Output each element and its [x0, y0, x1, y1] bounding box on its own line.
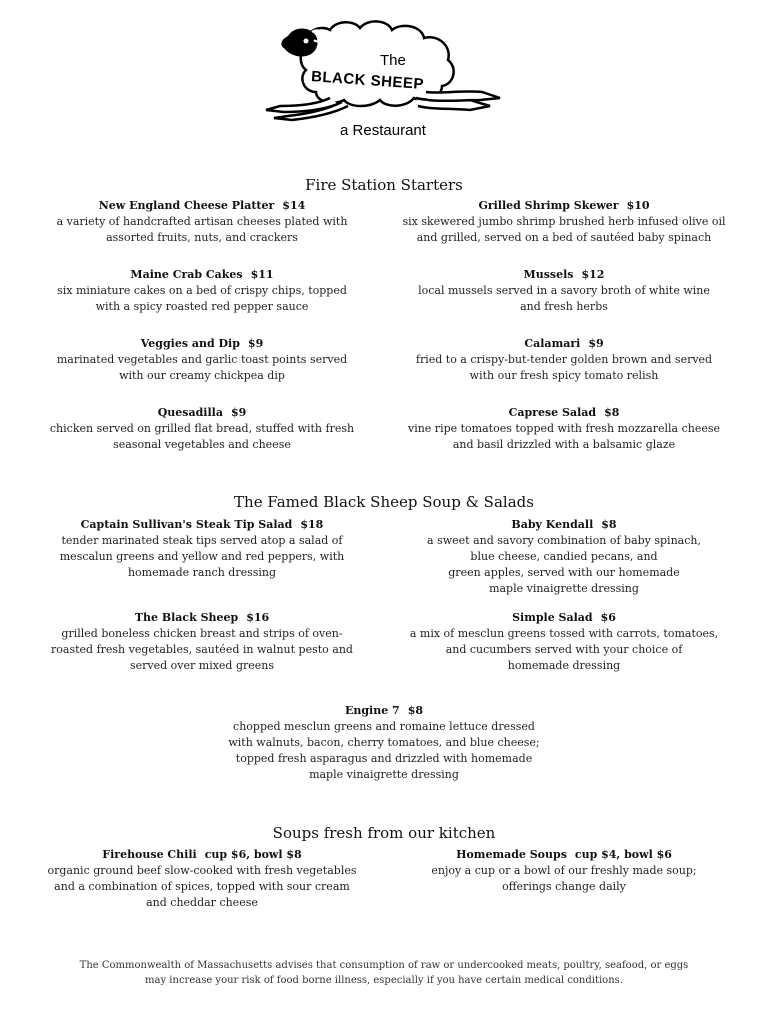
- item-description: enjoy a cup or a bowl of our freshly made soup; offerings change daily: [431, 864, 697, 893]
- item-description: vine ripe tomatoes topped with fresh mozzarella cheese and basil drizzled with a balsamic glaze: [407, 422, 721, 451]
- item-description: six miniature cakes on a bed of crispy chips, topped with a spicy roasted red pepper sauce: [57, 284, 347, 313]
- item-description: marinated vegetables and garlic toast points served with our creamy chickpea dip: [56, 353, 348, 382]
- menu-item: [214, 703, 554, 783]
- item-description: six skewered jumbo shrimp brushed herb infused olive oil and grilled, served on a bed of sautéed baby spinach: [402, 215, 726, 244]
- item-name: New England Cheese Platter: [98, 199, 275, 212]
- item-description: grilled boneless chicken breast and strips of oven- roasted fresh vegetables, sautéed in walnut pesto and served over mixed greens: [51, 627, 353, 672]
- item-name: Simple Salad: [512, 611, 593, 624]
- restaurant-logo: [258, 14, 508, 144]
- item-description: organic ground beef slow-cooked with fresh vegetables and a combination of spices, topped with sour cream and cheddar cheese: [47, 864, 357, 909]
- menu-item: [394, 610, 734, 674]
- item-name: Homemade Soups: [456, 848, 567, 861]
- item-description: a sweet and savory combination of baby spinach, blue cheese, candied pecans, and green apples, served with our homemade maple vinaigrette dressing: [427, 534, 701, 595]
- item-price: $9: [588, 337, 604, 350]
- logo-subtitle: a Restaurant: [340, 122, 426, 139]
- logo-the: The: [380, 52, 406, 69]
- item-name: Calamari: [524, 337, 581, 350]
- item-name: Firehouse Chili: [102, 848, 197, 861]
- section-title-salads: The Famed Black Sheep Soup & Salads: [234, 493, 534, 511]
- item-name: Mussels: [523, 268, 574, 281]
- item-description: local mussels served in a savory broth of white wine and fresh herbs: [418, 284, 710, 313]
- item-price: $10: [626, 199, 650, 212]
- item-price: cup $6, bowl $8: [204, 848, 302, 861]
- item-description: tender marinated steak tips served atop a salad of mescalun greens and yellow and red peppers, with homemade ranch dressing: [59, 534, 345, 579]
- item-price: $8: [601, 518, 617, 531]
- item-price: $9: [247, 337, 264, 350]
- menu-item: [32, 198, 372, 246]
- item-name: Baby Kendall: [511, 518, 594, 531]
- menu-item: [394, 267, 734, 315]
- item-description: a mix of mesclun greens tossed with carrots, tomatoes, and cucumbers served with your choice of homemade dressing: [409, 627, 719, 672]
- item-price: cup $4, bowl $6: [574, 848, 672, 861]
- item-description: fried to a crispy-but-tender golden brown and served with our fresh spicy tomato relish: [415, 353, 713, 382]
- item-name: Grilled Shrimp Skewer: [478, 199, 619, 212]
- item-price: $12: [581, 268, 605, 281]
- item-price: $16: [246, 611, 270, 624]
- item-price: $18: [300, 518, 324, 531]
- item-price: $14: [282, 199, 306, 212]
- item-price: $8: [604, 406, 620, 419]
- item-price: $11: [250, 268, 274, 281]
- item-name: Maine Crab Cakes: [130, 268, 243, 281]
- item-description: chicken served on grilled flat bread, stuffed with fresh seasonal vegetables and cheese: [49, 422, 355, 451]
- menu-item: [32, 267, 372, 315]
- menu-item: [32, 336, 372, 384]
- menu-item: [32, 405, 372, 453]
- item-description: a variety of handcrafted artisan cheeses plated with assorted fruits, nuts, and crackers: [56, 215, 348, 244]
- menu-item: [394, 517, 734, 597]
- item-price: $9: [230, 406, 247, 419]
- section-title-soups: Soups fresh from our kitchen: [272, 824, 496, 842]
- section-title-starters: Fire Station Starters: [305, 176, 463, 194]
- item-name: Captain Sullivan's Steak Tip Salad: [80, 518, 293, 531]
- item-price: $6: [600, 611, 616, 624]
- item-name: Veggies and Dip: [140, 337, 240, 350]
- menu-item: [394, 336, 734, 384]
- item-name: Quesadilla: [157, 406, 223, 419]
- logo-name: BLACK SHEEP: [310, 68, 425, 93]
- menu-item: [394, 198, 734, 246]
- menu-item: [32, 517, 372, 581]
- item-name: The Black Sheep: [134, 611, 239, 624]
- item-name: Engine 7: [344, 704, 400, 717]
- item-description: chopped mesclun greens and romaine lettuce dressed with walnuts, bacon, cherry tomatoes, and blue cheese; topped fresh asparagus and drizzled with homemade maple vinaigrette dressing: [228, 720, 540, 781]
- menu-item: [394, 847, 734, 895]
- menu-item: [394, 405, 734, 453]
- health-notice: The Commonwealth of Massachusetts advises that consumption of raw or undercooked meats, poultry, seafood, or eggs may increase your risk of food borne illness, especially if you have certain medical conditions.: [79, 960, 689, 986]
- menu-item: [32, 847, 372, 911]
- item-price: $8: [407, 704, 424, 717]
- sheep-icon: [258, 14, 508, 124]
- menu-item: [32, 610, 372, 674]
- item-name: Caprese Salad: [508, 406, 597, 419]
